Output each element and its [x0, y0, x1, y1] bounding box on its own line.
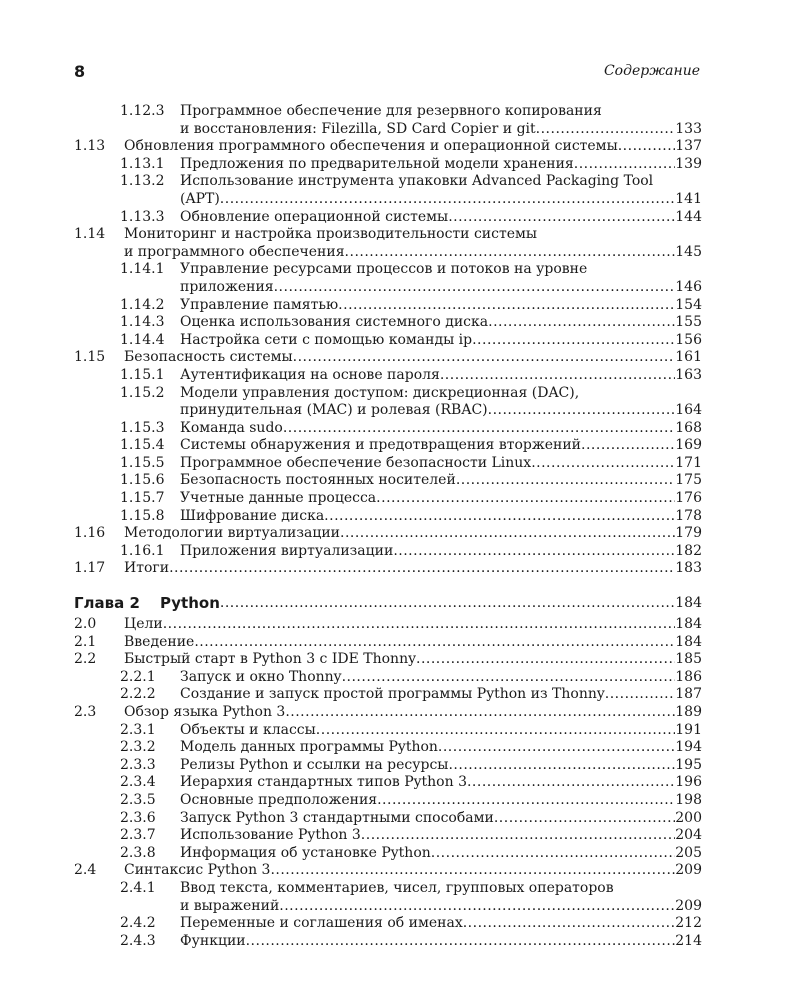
toc-entry-page: 183 [675, 560, 702, 577]
toc-entry-number: 2.3.5 [120, 791, 156, 808]
toc-entry [74, 173, 702, 191]
toc-entry [74, 634, 702, 652]
toc-entry-page: 156 [675, 331, 702, 348]
running-title: Содержание [603, 63, 700, 79]
toc-entry-number: 2.4.1 [120, 879, 156, 896]
toc-entry-number: 1.15.8 [120, 507, 165, 524]
toc-entry-page: 185 [675, 651, 702, 668]
toc-entry-number: 2.3.3 [120, 756, 156, 773]
toc-entry [74, 845, 702, 863]
toc-entry-page: 155 [675, 314, 702, 331]
dot-leader [431, 845, 676, 863]
dot-leader [488, 314, 675, 332]
page-number: 8 [74, 62, 86, 81]
toc-entry-number: 2.3.2 [120, 739, 156, 756]
toc-entry-number: 2.4.2 [120, 915, 156, 932]
toc-entry-title: Приложения виртуализации [180, 542, 394, 559]
dot-leader [463, 915, 676, 933]
toc-entry-number: 2.3.6 [120, 809, 156, 826]
toc-entry-number: 2.3.7 [120, 827, 156, 844]
toc-entry-page: 179 [675, 525, 702, 542]
toc-entry [74, 490, 702, 508]
toc-entry-title: Обновление операционной системы [180, 208, 449, 225]
toc-entry-title: Команда sudo [180, 419, 283, 436]
toc-chapter-2-heading [74, 592, 702, 614]
toc-entry [74, 121, 702, 139]
toc-entry [74, 792, 702, 810]
toc-entry [74, 349, 702, 367]
toc-entry-page: 212 [675, 915, 702, 932]
toc-chapter-1-entries [74, 103, 702, 578]
toc-entry-number: 2.1 [74, 633, 97, 650]
toc-entry-page: 198 [675, 791, 702, 808]
toc-entry-page: 154 [675, 296, 702, 313]
chapter-page: 184 [675, 595, 702, 612]
toc-chapter-2-entries [74, 616, 702, 950]
dot-leader [377, 792, 675, 810]
toc-entry-title: Оценка использования системного диска [180, 314, 489, 331]
toc-entry-title: Использование инструмента упаковки Advanced Packaging Tool [180, 173, 654, 190]
toc-entry-page: 209 [675, 897, 702, 914]
toc-entry-title: Использование Python 3 [180, 827, 361, 844]
toc-entry [74, 669, 702, 687]
toc-entry-page: 205 [675, 844, 702, 861]
toc-entry-title: Обновления программного обеспечения и операционной системы [124, 138, 618, 155]
toc-entry-title: Безопасность системы [124, 349, 293, 366]
toc-entry-title: Настройка сети с помощью команды ip [180, 331, 473, 348]
toc-entry-page: 139 [675, 155, 702, 172]
toc-entry-title: Учетные данные процесса [180, 490, 377, 507]
dot-leader [574, 156, 676, 174]
toc-entry-page: 186 [675, 668, 702, 685]
toc-entry-title: Модель данных программы Python [180, 739, 438, 756]
toc-entry-title: Ввод текста, комментариев, чисел, групповых операторов [180, 879, 614, 896]
toc-entry-number: 1.15.7 [120, 490, 165, 507]
dot-leader [456, 472, 675, 490]
dot-leader [194, 634, 675, 652]
toc-entry-page: 145 [675, 243, 702, 260]
toc-entry [74, 279, 702, 297]
toc-entry [74, 543, 702, 561]
dot-leader [376, 490, 675, 508]
dot-leader [220, 592, 675, 614]
toc-entry-number: 1.15.1 [120, 366, 165, 383]
toc-entry [74, 739, 702, 757]
dot-leader [488, 402, 676, 420]
toc-entry-title: приложения [180, 278, 274, 295]
toc-entry-title: Итоги [124, 560, 170, 577]
toc-entry-number: 1.15 [74, 349, 106, 366]
toc-entry-title: Управление ресурсами процессов и потоков на уровне [180, 261, 588, 278]
dot-leader [393, 543, 675, 561]
toc-entry [74, 244, 702, 262]
toc-entry [74, 880, 702, 898]
toc-entry-number: 2.2.2 [120, 686, 156, 703]
toc-entry-page: 200 [675, 809, 702, 826]
toc-entry-number: 2.0 [74, 616, 97, 633]
toc-entry-number: 2.4 [74, 862, 97, 879]
toc-entry [74, 332, 702, 350]
toc-entry [74, 297, 702, 315]
toc-entry-title: Системы обнаружения и предотвращения вторжений [180, 437, 582, 454]
toc-entry-title: Запуск Python 3 стандартными способами [180, 809, 494, 826]
toc-entry-page: 175 [675, 472, 702, 489]
dot-leader [246, 933, 676, 951]
toc-entry [74, 437, 702, 455]
toc-entry-title: Информация об установке Python [180, 844, 431, 861]
toc-entry-title: Обзор языка Python 3 [124, 704, 286, 720]
toc-entry-title: Основные предположения [180, 791, 378, 808]
toc-entry-title: Создание и запуск простой программы Python из Thonny [180, 686, 605, 703]
dot-leader [220, 191, 675, 209]
toc-entry [74, 525, 702, 543]
dot-leader [340, 525, 675, 543]
dot-leader [440, 367, 675, 385]
toc-entry-title: Релизы Python и ссылки на ресурсы [180, 756, 449, 773]
dot-leader [338, 297, 675, 315]
dot-leader [169, 560, 675, 578]
dot-leader [416, 651, 675, 669]
toc-entry [74, 810, 702, 828]
toc-entry-number: 2.3.4 [120, 774, 156, 791]
toc-entry-number: 1.15.3 [120, 419, 165, 436]
toc-entry-title: и восстановления: Filezilla, SD Card Copier и git [180, 120, 536, 137]
toc-entry-title: Переменные и соглашения об именах [180, 915, 463, 932]
toc-entry-page: 164 [675, 402, 702, 419]
toc-entry-number: 1.13 [74, 138, 106, 155]
toc-entry-number: 1.15.2 [120, 384, 165, 401]
toc-entry-page: 187 [675, 686, 702, 703]
toc-entry-number: 2.4.3 [120, 932, 156, 949]
toc-entry-page: 141 [675, 190, 702, 207]
toc-entry-page: 184 [675, 633, 702, 650]
dot-leader [283, 420, 675, 438]
dot-leader [448, 757, 675, 775]
toc-entry-title: Модели управления доступом: дискреционная (DAC), [180, 384, 580, 401]
dot-leader [316, 722, 675, 740]
toc-entry [74, 686, 702, 704]
toc-entry-page: 163 [675, 366, 702, 383]
toc-entry [74, 757, 702, 775]
toc-entry-number: 1.14 [74, 226, 106, 243]
dot-leader [279, 898, 675, 916]
toc-entry [74, 138, 702, 156]
toc-entry-page: 195 [675, 756, 702, 773]
toc-entry [74, 156, 702, 174]
toc-entry-title: Иерархия стандартных типов Python 3 [180, 774, 467, 791]
toc-entry-page: 133 [675, 120, 702, 137]
dot-leader [163, 616, 676, 634]
toc-entry [74, 191, 702, 209]
chapter-title: Python [160, 594, 220, 613]
dot-leader [618, 138, 676, 156]
toc-entry-number: 2.2 [74, 651, 97, 668]
toc-entry-page: 191 [675, 721, 702, 738]
toc-entry-page: 146 [675, 278, 702, 295]
toc-entry-number: 1.16 [74, 525, 106, 542]
toc-entry [74, 827, 702, 845]
toc-entry [74, 651, 702, 669]
toc-entry-title: Быстрый старт в Python 3 с IDE Thonny [124, 651, 416, 668]
toc-entry-title: Методологии виртуализации [124, 525, 340, 542]
toc-entry-title: Синтаксис Python 3 [124, 862, 271, 879]
toc-entry-number: 1.13.1 [120, 155, 165, 172]
toc-entry-title: Запуск и окно Thonny [180, 668, 342, 685]
dot-leader [438, 739, 675, 757]
toc-entry [74, 915, 702, 933]
toc-entry [74, 385, 702, 403]
toc-entry [74, 933, 702, 951]
toc-entry-page: 214 [675, 932, 702, 949]
dot-leader [448, 209, 675, 227]
toc-entry [74, 560, 702, 578]
toc-entry-title: Цели [124, 616, 163, 633]
toc-entry-page: 178 [675, 507, 702, 524]
toc-entry-title: принудительная (MAC) и ролевая (RBAC) [180, 402, 488, 419]
toc-entry-title: Функции [180, 932, 246, 949]
toc-entry-title: Программное обеспечение для резервного копирования [180, 103, 602, 119]
dot-leader [293, 349, 676, 367]
toc-entry-page: 171 [675, 454, 702, 471]
toc-entry-number: 2.2.1 [120, 668, 156, 685]
toc-entry [74, 898, 702, 916]
toc-entry [74, 704, 702, 722]
toc-entry-number: 1.14.3 [120, 314, 165, 331]
toc-entry [74, 862, 702, 880]
dot-leader [345, 244, 676, 262]
toc-entry [74, 103, 702, 121]
toc-entry-number: 1.15.4 [120, 437, 165, 454]
toc-entry [74, 722, 702, 740]
dot-leader [342, 669, 676, 687]
dot-leader [531, 455, 675, 473]
toc-entry-number: 1.15.6 [120, 472, 165, 489]
toc-entry-page: 194 [675, 739, 702, 756]
toc-entry-number: 1.16.1 [120, 542, 165, 559]
toc-entry-page: 168 [675, 419, 702, 436]
toc-entry-title: Аутентификация на основе пароля [180, 366, 440, 383]
toc-entry-page: 196 [675, 774, 702, 791]
toc-entry-page: 182 [675, 542, 702, 559]
dot-leader [581, 437, 675, 455]
toc-entry-title: и программного обеспечения [124, 243, 345, 260]
toc-entry-number: 1.12.3 [120, 103, 165, 119]
toc-entry-number: 1.13.3 [120, 208, 165, 225]
toc-entry-title: Шифрование диска [180, 507, 325, 524]
toc-entry [74, 314, 702, 332]
toc-entry-page: 169 [675, 437, 702, 454]
toc-entry-page: 204 [675, 827, 702, 844]
toc-entry [74, 402, 702, 420]
toc-entry-title: Программное обеспечение безопасности Linux [180, 454, 532, 471]
toc-entry-number: 1.15.5 [120, 454, 165, 471]
toc-entry [74, 367, 702, 385]
toc-entry-title: Объекты и классы [180, 721, 316, 738]
toc-entry-number: 2.3.8 [120, 844, 156, 861]
dot-leader [536, 121, 676, 139]
toc-entry-number: 2.3 [74, 704, 97, 720]
toc-entry [74, 226, 702, 244]
dot-leader [605, 686, 675, 704]
toc-entry-page: 189 [675, 704, 702, 720]
toc-entry [74, 455, 702, 473]
toc-entry-title: Безопасность постоянных носителей [180, 472, 456, 489]
toc-entry-page: 176 [675, 490, 702, 507]
toc-entry-number: 2.3.1 [120, 721, 156, 738]
toc-entry [74, 420, 702, 438]
toc-entry-page: 137 [675, 138, 702, 155]
toc-entry [74, 774, 702, 792]
toc-entry-number: 1.17 [74, 560, 106, 577]
toc-entry [74, 261, 702, 279]
chapter-number: Глава 2 [74, 594, 140, 613]
toc-entry-number: 1.14.4 [120, 331, 165, 348]
table-of-contents [74, 103, 702, 950]
toc-entry-title: Управление памятью [180, 296, 339, 313]
page-header [74, 62, 700, 82]
toc-entry-title: и выражений [180, 897, 280, 914]
toc-entry-title: Мониторинг и настройка производительности системы [124, 226, 538, 243]
toc-entry-title: Введение [124, 633, 195, 650]
toc-entry-page: 161 [675, 349, 702, 366]
toc-entry [74, 472, 702, 490]
dot-leader [472, 332, 675, 350]
dot-leader [324, 508, 675, 526]
toc-entry [74, 616, 702, 634]
toc-entry-title: Предложения по предварительной модели хранения [180, 155, 574, 172]
dot-leader [361, 827, 675, 845]
toc-entry-page: 209 [675, 862, 702, 879]
dot-leader [494, 810, 675, 828]
toc-entry-number: 1.14.2 [120, 296, 165, 313]
toc-entry-number: 1.14.1 [120, 261, 165, 278]
dot-leader [274, 279, 676, 297]
toc-entry-number: 1.13.2 [120, 173, 165, 190]
dot-leader [285, 704, 675, 722]
dot-leader [467, 774, 675, 792]
toc-entry-page: 144 [675, 208, 702, 225]
toc-entry [74, 209, 702, 227]
toc-entry-page: 184 [675, 616, 702, 633]
toc-entry [74, 508, 702, 526]
dot-leader [270, 862, 675, 880]
toc-entry-title: (APT) [180, 190, 220, 207]
